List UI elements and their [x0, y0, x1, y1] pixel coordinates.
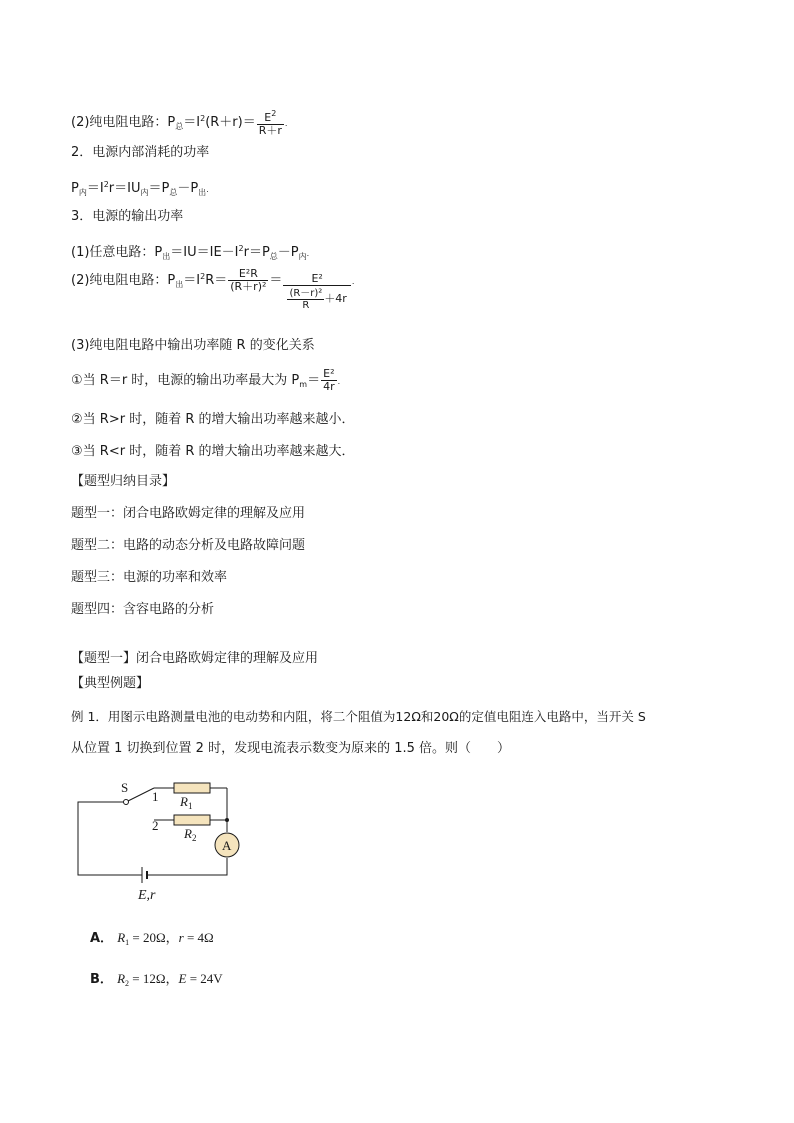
formula-output-power-any-circuit: (1)任意电路：$P_出=IU=IE-I^2r=P_总-P_内$. — [71, 244, 310, 261]
catalog-title: 【题型归纳目录】 — [71, 474, 176, 489]
position2-label: 2 — [152, 818, 159, 833]
heading-internal-power: 2．电源内部消耗的功率 — [71, 145, 210, 160]
output-power-r-greater-r: ②当 R>r 时，随着 R 的增大输出功率越来越小． — [71, 412, 355, 427]
fraction-nested-output-power: E² $\frac{\text{(R－r)²}}{R}$ ＋4r — [283, 273, 350, 311]
option-b[interactable]: B． $R_2 = 12\Omega$，E = 24V — [90, 971, 223, 988]
switch-blade — [128, 788, 154, 801]
circuit-diagram — [70, 775, 250, 905]
fraction-e2r-over-r-plus-r-squared: $\frac{\text{E²R}}{\text{(R＋r)²}}$ — [230, 267, 267, 293]
switch-label: S — [121, 780, 129, 795]
position1-label: 1 — [152, 789, 159, 804]
wire-left — [78, 802, 135, 875]
option-a[interactable]: A． $R_1 = 20\Omega$，r = 4Ω — [90, 930, 214, 947]
junction-node — [225, 818, 229, 822]
output-power-vs-r-heading: (3)纯电阻电路中输出功率随 R 的变化关系 — [71, 338, 315, 353]
resistor-r2 — [174, 815, 210, 825]
switch-pivot — [124, 800, 129, 805]
section-title: 【题型一】闭合电路欧姆定律的理解及应用 — [71, 651, 319, 666]
fraction-e2-over-r-plus-r: $\frac{E^2}{R+r}$ — [258, 109, 282, 137]
battery-label: E,r — [138, 888, 156, 903]
catalog-item-type3: 题型三：电源的功率和效率 — [71, 570, 228, 585]
catalog-item-type1: 题型一：闭合电路欧姆定律的理解及应用 — [71, 506, 306, 521]
formula-internal-power: $P_内=I^2r=IU_内=P_总-P_出$. — [71, 180, 209, 197]
fraction-e2-over-4r: $\frac{\text{E²}}{4r}$ — [323, 367, 335, 393]
wire-right-bottom — [150, 858, 227, 875]
r1-label: $R_1$ — [180, 794, 193, 811]
example-heading: 【典型例题】 — [71, 676, 150, 691]
heading-output-power: 3．电源的输出功率 — [71, 209, 184, 224]
formula-total-power-pure-resistor: (2)纯电阻电路：$P_总=I^2(R+r)=$ $\frac{E^2}{R+r}$ . — [71, 109, 288, 137]
catalog-item-type2: 题型二：电路的动态分析及电路故障问题 — [71, 538, 306, 553]
max-output-power-condition: ①当 R＝r 时，电源的输出功率最大为 $P_m=$ $\frac{\text{E²}}{4r}$ . — [71, 367, 341, 393]
example1-question-line2: 从位置 1 切换到位置 2 时，发现电流表示数变为原来的 1.5 倍。则（ ） — [71, 741, 511, 756]
ammeter-label: A — [222, 838, 232, 853]
r2-label: $R_2$ — [184, 826, 197, 843]
formula-output-power-pure-resistor: (2)纯电阻电路：$P_出=I^2R=$ $\frac{\text{E²R}}{\text{(R＋r)²}}$ ＝ E² $\frac{\text{(R－r)²}}{R}$ ＋4r . — [71, 267, 355, 311]
catalog-item-type4: 题型四：含容电路的分析 — [71, 602, 215, 617]
example1-question-line1: 例 1．用图示电路测量电池的电动势和内阻，将二个阻值为12Ω和20Ω的定值电阻连入电路中，当开关 S — [71, 709, 646, 724]
output-power-r-less-r: ③当 R<r 时，随着 R 的增大输出功率越来越大． — [71, 444, 355, 459]
resistor-r1 — [174, 783, 210, 793]
